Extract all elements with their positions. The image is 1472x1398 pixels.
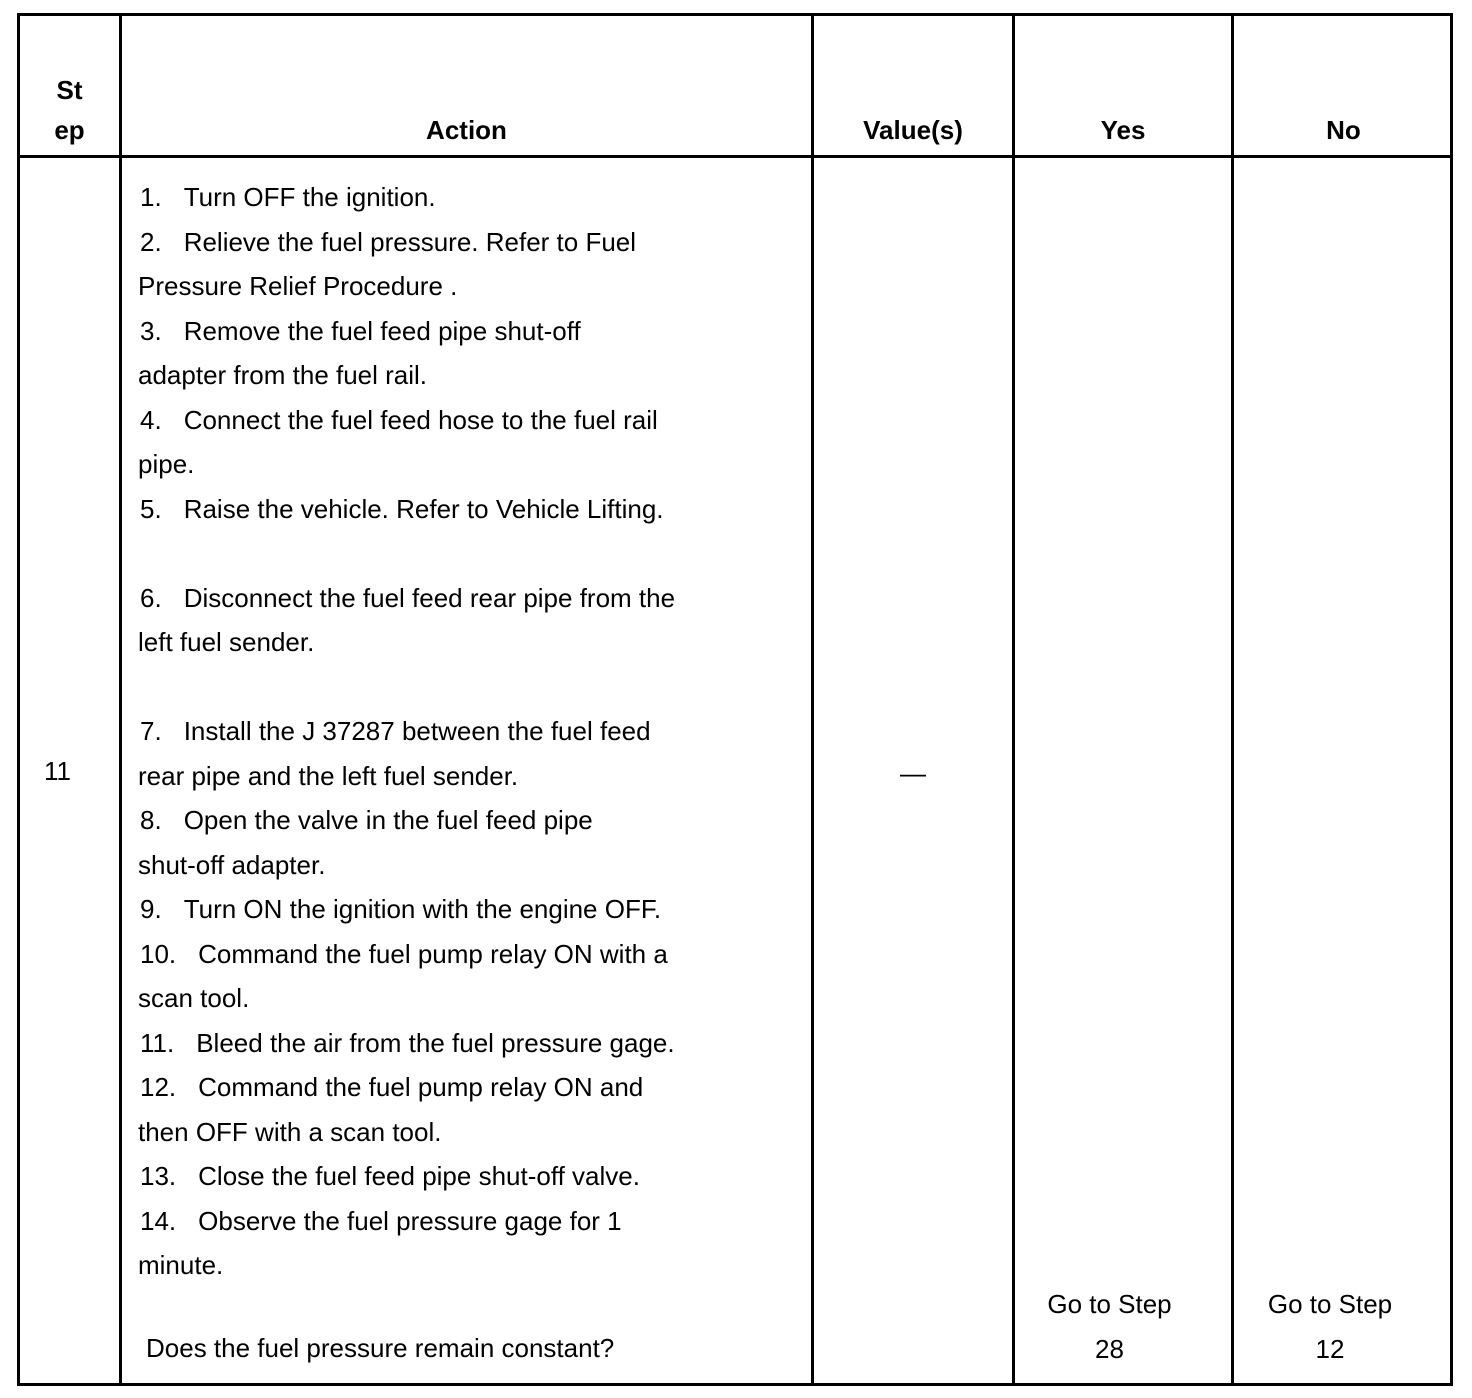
- step-text: Observe the fuel pressure gage for 1: [198, 1205, 622, 1236]
- action-step-7: [138, 709, 788, 798]
- step-index: 5.: [140, 493, 162, 524]
- header-yes: Yes: [1100, 115, 1146, 145]
- step-text: Remove the fuel feed pipe shut-off: [183, 315, 581, 346]
- step-index: 7.: [140, 716, 162, 746]
- action-step-2: [138, 220, 788, 309]
- step-text-cont: left fuel sender.: [138, 627, 315, 657]
- action-step-12: [138, 1065, 788, 1154]
- step-index: 4.: [140, 404, 162, 435]
- action-step-11: [138, 1021, 788, 1066]
- header-no: No: [1326, 115, 1361, 145]
- step-text-cont: scan tool.: [138, 983, 250, 1013]
- header-step-line2: ep: [54, 115, 85, 145]
- step-text: Disconnect the fuel feed rear pipe from the: [183, 582, 676, 613]
- step-text: Bleed the air from the fuel pressure gage.: [196, 1027, 675, 1058]
- step-text-cont: then OFF with a scan tool.: [138, 1116, 442, 1147]
- step-index: 9.: [140, 894, 162, 924]
- action-step-3: [138, 309, 788, 398]
- yes-outcome: [1015, 1282, 1204, 1371]
- header-values: Value(s): [863, 115, 963, 145]
- action-step-9: [138, 887, 788, 932]
- yes-outcome-label: Go to Step: [1047, 1289, 1172, 1319]
- header-step: [20, 70, 119, 150]
- step-text-cont: minute.: [138, 1250, 224, 1280]
- no-outcome-step: 12: [1315, 1333, 1345, 1364]
- column-divider: [811, 16, 814, 1383]
- step-text: Relieve the fuel pressure. Refer to Fuel: [183, 226, 637, 257]
- step-index: 13.: [140, 1161, 177, 1191]
- action-step-1: [138, 175, 788, 220]
- step-text-cont: shut-off adapter.: [138, 849, 326, 880]
- header-step-line1: St: [56, 75, 83, 105]
- step-index: 11.: [140, 1027, 175, 1058]
- column-divider: [1231, 16, 1234, 1383]
- value-cell: —: [900, 758, 926, 788]
- step-number: 11: [44, 756, 71, 786]
- action-step-13: [138, 1154, 788, 1199]
- action-step-5: [138, 487, 788, 532]
- step-index: 6.: [140, 582, 162, 613]
- column-divider: [1012, 16, 1015, 1383]
- step-index: 3.: [140, 315, 162, 346]
- step-index: 2.: [140, 226, 162, 257]
- column-divider: [119, 16, 122, 1383]
- question-text: Does the fuel pressure remain constant?: [146, 1333, 615, 1363]
- step-text-cont: rear pipe and the left fuel sender.: [138, 760, 519, 791]
- step-text: Command the fuel pump relay ON and: [198, 1072, 644, 1102]
- spacer: [138, 531, 788, 576]
- procedure-table: [17, 13, 1453, 1386]
- step-text: Close the fuel feed pipe shut-off valve.: [198, 1161, 640, 1191]
- no-outcome-label: Go to Step: [1267, 1289, 1393, 1319]
- step-index: 1.: [140, 182, 162, 212]
- header-divider: [20, 155, 1450, 158]
- action-step-4: [138, 398, 788, 487]
- step-text: Turn OFF the ignition.: [183, 182, 436, 212]
- step-text: Connect the fuel feed hose to the fuel rail: [183, 404, 658, 435]
- step-text: Command the fuel pump relay ON with a: [198, 938, 668, 969]
- action-step-14: [138, 1199, 788, 1288]
- no-outcome: [1234, 1282, 1426, 1371]
- step-text: Turn ON the ignition with the engine OFF.: [183, 894, 662, 924]
- step-index: 12.: [140, 1072, 177, 1102]
- step-text: Install the J 37287 between the fuel feed: [183, 716, 651, 746]
- spacer: [138, 665, 788, 710]
- step-text: Open the valve in the fuel feed pipe: [183, 805, 593, 835]
- yes-outcome-step: 28: [1095, 1333, 1124, 1364]
- step-text-cont: Pressure Relief Procedure .: [138, 271, 458, 301]
- action-step-8: [138, 798, 788, 887]
- step-index: 8.: [140, 805, 162, 835]
- action-step-6: [138, 576, 788, 665]
- step-text-cont: pipe.: [138, 449, 195, 479]
- action-step-10: [138, 932, 788, 1021]
- header-action: Action: [426, 115, 507, 145]
- step-text: Raise the vehicle. Refer to Vehicle Lifting.: [183, 493, 664, 524]
- action-list: [138, 175, 788, 1288]
- step-index: 10.: [140, 938, 177, 969]
- step-text-cont: adapter from the fuel rail.: [138, 360, 428, 390]
- step-index: 14.: [140, 1205, 177, 1236]
